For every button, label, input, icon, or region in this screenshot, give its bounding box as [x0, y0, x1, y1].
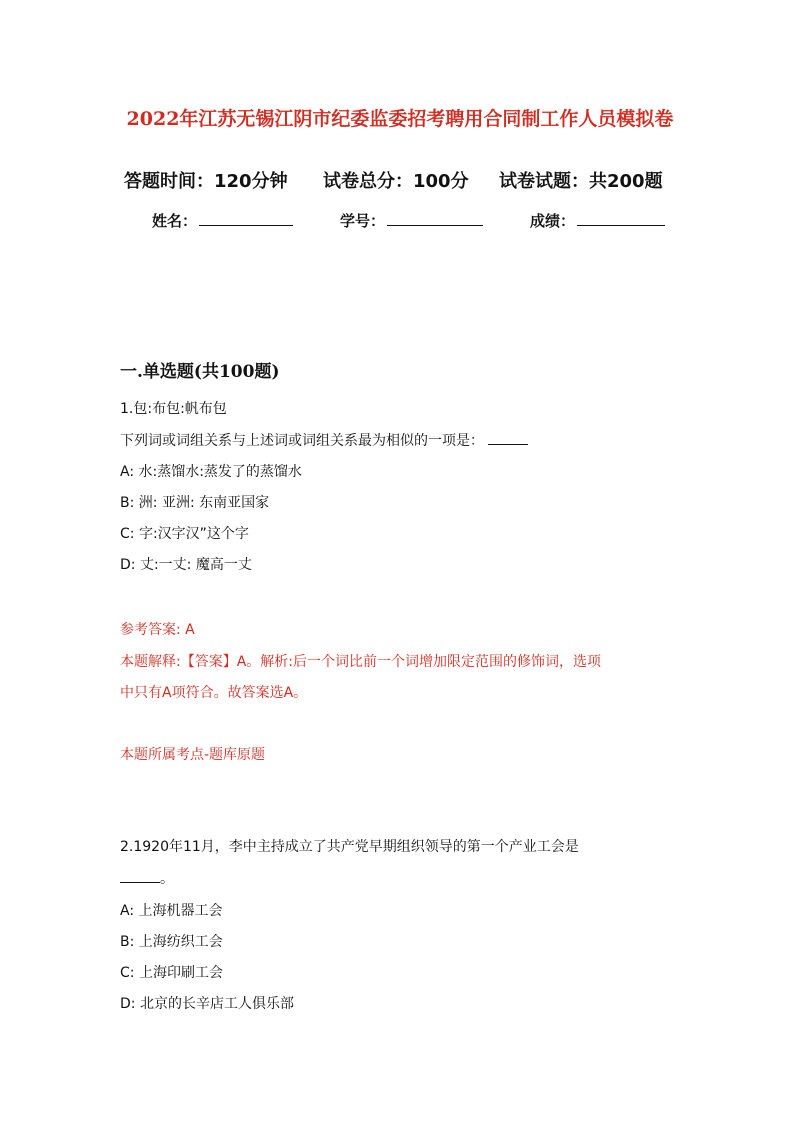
q2-stem-end-text: 。	[160, 871, 174, 887]
q2-stem: 2.1920年11月，李中主持成立了共产党早期组织领导的第一个产业工会是	[120, 839, 579, 855]
q1-explanation-line1: 本题解释:【答案】A。解析:后一个词比前一个词增加限定范围的修饰词，选项	[120, 654, 602, 670]
q1-prompt-text: 下列词或词组关系与上述词或词组关系最为相似的一项是：	[120, 433, 484, 449]
q1-option-a: A: 水:蒸馏水:蒸发了的蒸馏水	[120, 464, 302, 480]
name-field	[152, 210, 293, 231]
id-blank[interactable]	[387, 211, 483, 226]
q1-explanation-line2: 中只有A项符合。故答案选A。	[120, 685, 308, 701]
q1-answer: 参考答案: A	[120, 622, 195, 638]
id-label: 学号：	[340, 212, 386, 230]
grade-field	[530, 210, 665, 231]
q1-option-c: C: 字:汉字汉”这个字	[120, 526, 249, 542]
section-heading: 一.单选题(共100题)	[120, 362, 280, 382]
q1-option-b: B: 洲: 亚洲: 东南亚国家	[120, 495, 270, 511]
exam-total-score: 试卷总分：100分	[323, 171, 469, 192]
exam-time: 答题时间：120分钟	[124, 171, 288, 192]
q2-option-d: D: 北京的长辛店工人俱乐部	[120, 996, 294, 1012]
exam-title: 2022年江苏无锡江阴市纪委监委招考聘用合同制工作人员模拟卷	[126, 108, 674, 130]
id-field	[340, 210, 483, 231]
q2-option-c: C: 上海印刷工会	[120, 965, 223, 981]
q2-option-a: A: 上海机器工会	[120, 903, 223, 919]
q2-stem-end	[120, 868, 174, 888]
q1-answer-blank	[488, 432, 528, 445]
name-blank[interactable]	[199, 211, 293, 226]
q2-answer-blank	[120, 870, 160, 883]
q1-prompt	[120, 430, 528, 450]
q1-source: 本题所属考点-题库原题	[120, 747, 266, 763]
grade-label: 成绩：	[530, 212, 576, 230]
q2-option-b: B: 上海纺织工会	[120, 934, 223, 950]
grade-blank[interactable]	[577, 211, 665, 226]
name-label: 姓名：	[152, 212, 198, 230]
exam-question-count: 试卷试题：共200题	[499, 171, 663, 192]
q1-option-d: D: 丈:一丈: 魔高一丈	[120, 557, 252, 573]
q1-stem: 1.包:布包:帆布包	[120, 401, 227, 417]
